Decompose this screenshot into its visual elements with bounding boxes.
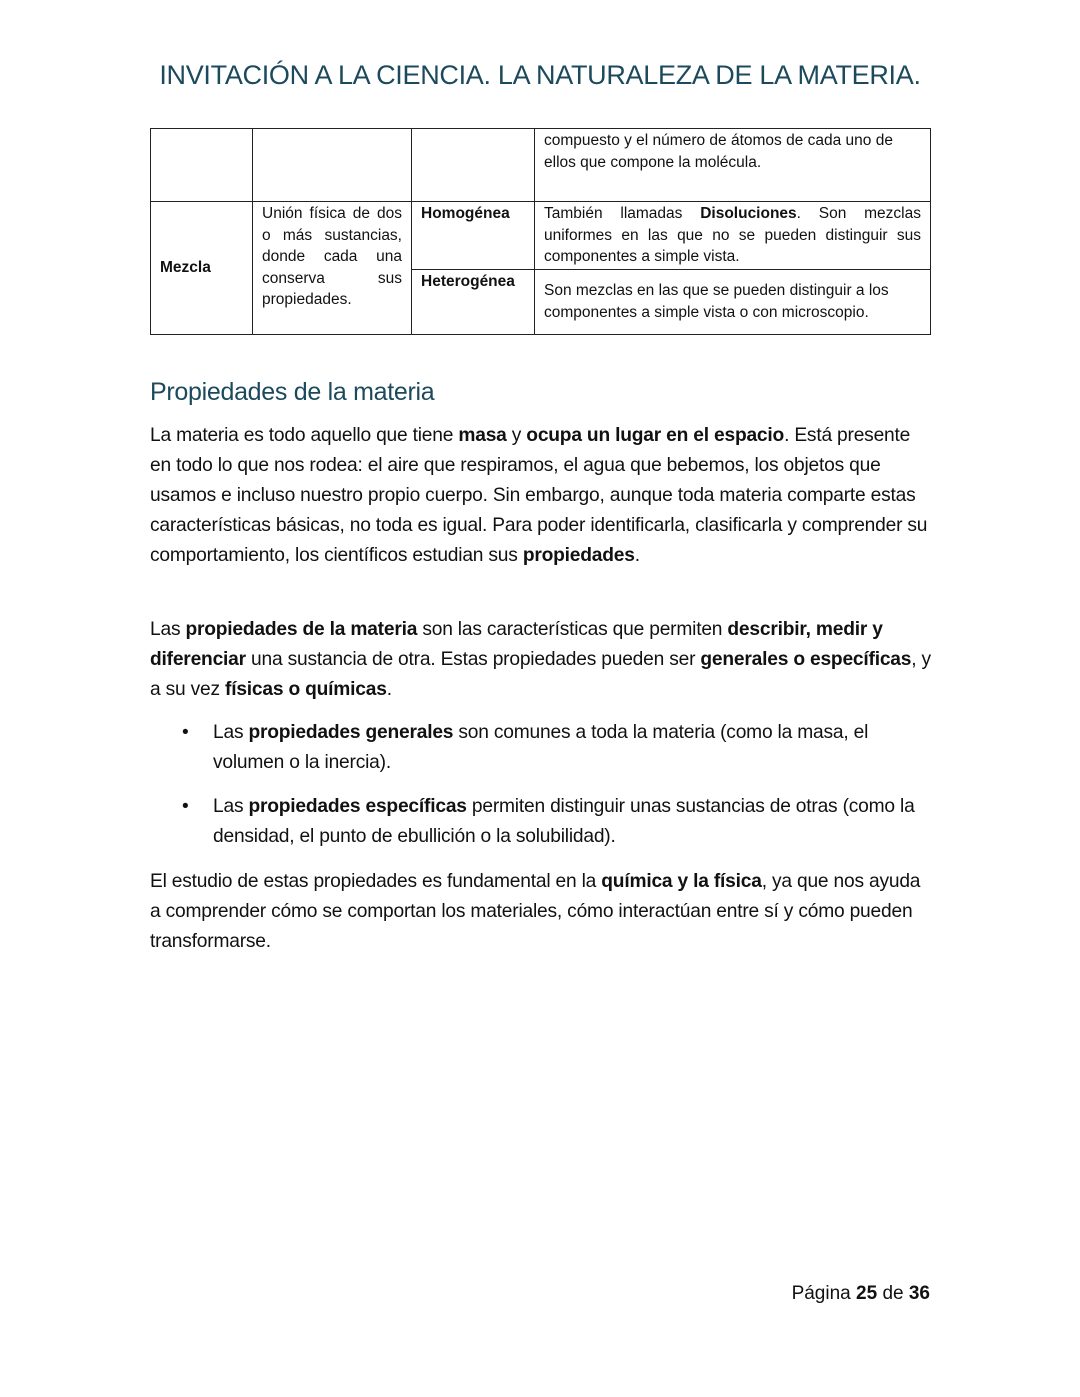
text: Las [213,796,249,817]
bold-text: masa [458,425,507,446]
bold-text: ocupa un lugar en el espacio [526,425,785,446]
text: una sustancia de otra. Estas propiedades pueden ser [245,649,701,670]
bold-text: generales o específicas [700,649,912,670]
page-label: Página [791,1283,851,1304]
homogeneous-description [535,202,931,270]
text: son las características que permiten [417,619,728,640]
bold-text: propiedades específicas [248,796,467,817]
table-cell-description: compuesto y el número de átomos de cada uno de ellos que compone la molécula. [535,129,931,202]
bold-text: físicas o químicas [225,679,387,700]
text: La materia es todo aquello que tiene [150,425,459,446]
table-cell-empty [151,129,253,202]
mixture-definition: Unión física de dos o más sustancias, donde cada una conserva sus propiedades. [253,202,412,335]
text: También llamadas [544,205,701,222]
bold-text: describir, medir y diferenciar [150,619,883,670]
table-cell-empty [253,129,412,202]
text: . [386,679,392,700]
table-row [151,202,931,270]
total-pages: 36 [908,1283,930,1304]
text: son comunes a toda la materia (como la masa, el volumen o la inercia). [213,722,869,773]
text: Las [150,619,186,640]
page-of: de [882,1283,904,1304]
table-cell-empty [412,129,535,202]
bold-text: propiedades de la materia [185,619,418,640]
text: . [634,545,640,566]
text: y [506,425,527,446]
text: permiten distinguir unas sustancias de otras (como la densidad, el punto de ebullición o la solubilidad). [213,796,915,847]
text: Las [213,722,249,743]
bold-text: propiedades [522,545,635,566]
text: . Son mezclas uniformes en las que no se pueden distinguir sus componentes a simple vista. [544,205,921,265]
matter-classification-table [150,128,931,335]
bold-text: propiedades generales [248,722,454,743]
mixture-label: Mezcla [151,202,253,335]
bold-text: química y la física [601,871,762,892]
bullet-icon: • [182,722,189,743]
text: , y a su vez [150,649,931,700]
type-heterogeneous: Heterogénea [412,269,535,334]
page-number [792,1283,930,1305]
table-row [151,129,931,202]
paragraph-definition [150,615,935,705]
text: El estudio de estas propiedades es fundamental en la [150,871,602,892]
bold-text: Disoluciones [700,205,797,222]
paragraph-conclusion [150,867,935,957]
page-title: INVITACIÓN A LA CIENCIA. LA NATURALEZA DE LA MATERIA. [159,60,921,90]
list-item [150,792,935,852]
type-homogeneous: Homogénea [412,202,535,270]
section-heading: Propiedades de la materia [150,378,435,406]
text: , ya que nos ayuda a comprender cómo se comportan los materiales, cómo interactúan entre sí y cómo pueden transformarse. [150,871,921,952]
current-page: 25 [856,1283,878,1304]
heterogeneous-description: Son mezclas en las que se pueden distinguir a los componentes a simple vista o con microscopio. [535,269,931,334]
text: . Está presente en todo lo que nos rodea: el aire que respiramos, el agua que bebemos, los objetos que usamos e incluso nuestro propio cuerpo. Sin embargo, aunque toda materia comparte estas características básicas, no toda es igual. Para poder identificarla, clasificarla y comprender su comportamiento, los científicos estudian sus [150,425,928,566]
list-item [150,718,935,778]
bullet-icon: • [182,796,189,817]
paragraph-intro [150,421,935,571]
properties-list [150,718,935,866]
